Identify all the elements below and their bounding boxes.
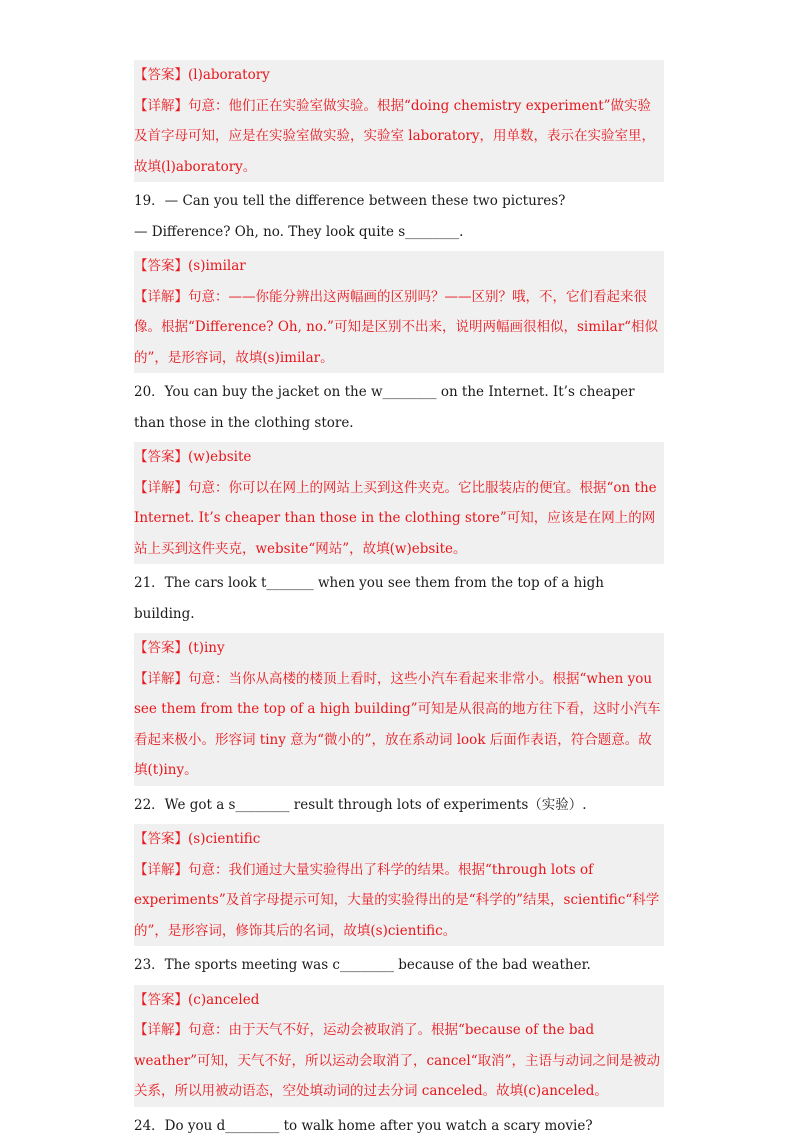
answer-line: 【答案】(s)cientific <box>134 831 261 847</box>
question-22 <box>134 790 664 821</box>
explanation-line: 【详解】句意：当你从高楼的楼顶上看时，这些小汽车看起来非常小。根据“when you see them from the top of a high building”可知是从很高的地方往下看，这时小汽车看起来极小。形容词 tiny 意为“微小的”，放在系动词 look 后面作表语，符合题意。故填(t)iny。 <box>134 670 661 778</box>
explanation-line: 【详解】句意：由于天气不好，运动会被取消了。根据“because of the bad weather”可知，天气不好，所以运动会取消了，cancel“取消”，主语与动词之间是被动关系，所以用被动语态，空处填动词的过去分词 canceled。故填(c)anceled。 <box>134 1022 661 1099</box>
question-line: — Difference? Oh, no. They look quite s________. <box>134 223 464 240</box>
explanation-line: 【详解】句意：他们正在实验室做实验。根据“doing chemistry experiment”做实验及首字母可知，应是在实验室做实验，实验室 laboratory，用单数，表示在实验室里，故填(l)aboratory。 <box>134 97 656 175</box>
question-21 <box>134 568 664 629</box>
question-line: 21．The cars look t_______ when you see them from the top of a high building. <box>134 575 604 622</box>
question-20 <box>134 377 664 438</box>
answer-block-21 <box>134 633 664 786</box>
explanation-line: 【详解】句意：你可以在网上的网站上买到这件夹克。它比服装店的便宜。根据“on the Internet. It’s cheaper than those in the clothing store”可知，应该是在网上的网站上买到这件夹克，website“网站”，故填(w)ebsite。 <box>134 479 657 557</box>
question-line: 23．The sports meeting was c________ because of the bad weather. <box>134 957 591 973</box>
question-19 <box>134 186 664 247</box>
answer-block-20 <box>134 442 664 564</box>
explanation-line: 【详解】句意：我们通过大量实验得出了科学的结果。根据“through lots of experiments”及首字母提示可知，大量的实验得出的是“科学的”结果，scientific“科学的”，是形容词，修饰其后的名词，故填(s)cientific。 <box>134 861 660 939</box>
answer-line: 【答案】(t)iny <box>134 640 225 656</box>
answer-block-23 <box>134 985 664 1107</box>
question-23 <box>134 950 664 981</box>
answer-block-19 <box>134 251 664 373</box>
answer-block-18 <box>134 60 664 182</box>
explanation-line: 【详解】句意：——你能分辨出这两幅画的区别吗？——区别？哦，不，它们看起来很像。根据“Difference? Oh, no.”可知是区别不出来，说明两幅画很相似，similar“相似的”，是形容词，故填(s)imilar。 <box>134 288 659 366</box>
question-line: 22．We got a s________ result through lots of experiments（实验）. <box>134 796 587 813</box>
answer-line: 【答案】(s)imilar <box>134 258 246 274</box>
question-line: 24．Do you d________ to walk home after you watch a scary movie? <box>134 1117 593 1134</box>
question-line: 19．— Can you tell the difference between these two pictures? <box>134 193 566 209</box>
answer-line: 【答案】(c)anceled <box>134 991 260 1008</box>
question-24 <box>134 1111 664 1142</box>
answer-block-22 <box>134 824 664 946</box>
exercise-list <box>134 60 664 1145</box>
question-line: 20．You can buy the jacket on the w________ on the Internet. It’s cheaper than those in the clothing store. <box>134 384 635 431</box>
answer-line: 【答案】(l)aboratory <box>134 67 270 83</box>
answer-line: 【答案】(w)ebsite <box>134 449 252 465</box>
